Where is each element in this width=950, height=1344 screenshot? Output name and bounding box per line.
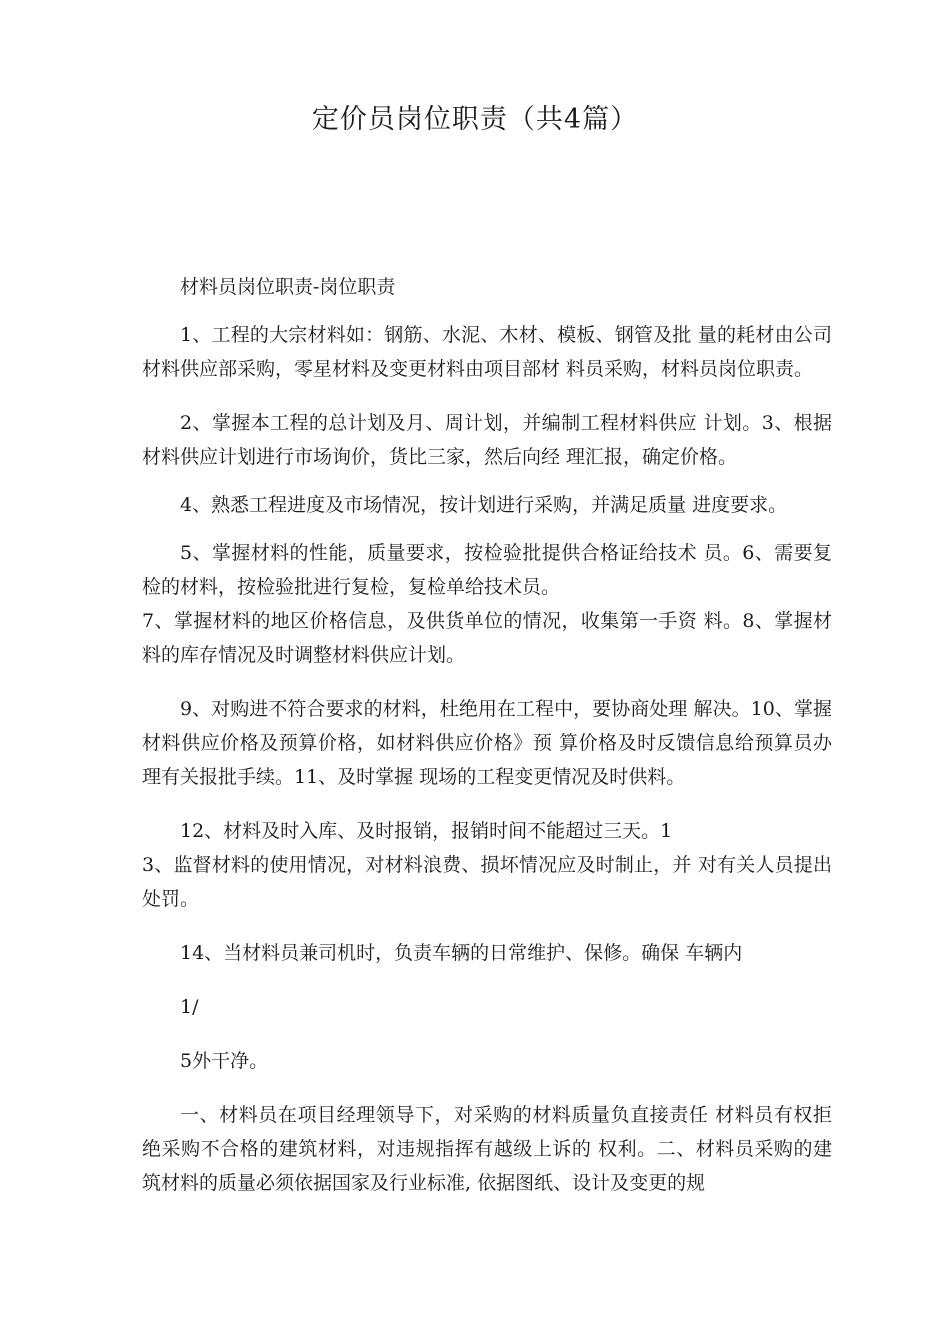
section-heading: 材料员岗位职责-岗位职责 bbox=[180, 276, 396, 298]
paragraph-6: 9、对购进不符合要求的材料，杜绝用在工程中，要协商处理 解决。10、掌握材料供应价格及预算价格，如材料供应价格》预 算价格及时反馈信息给预算员办理有关报批手续。11、及时掌握 现场的工程变更情况及时供料。 bbox=[142, 698, 832, 788]
paragraph-3: 4、熟悉工程进度及市场情况，按计划进行采购，并满足质量 进度要求。 bbox=[180, 494, 788, 516]
paragraph-2: 2、掌握本工程的总计划及月、周计划，并编制工程材料供应 计划。3、根据材料供应计划进行市场询价，货比三家，然后向经 理汇报，确定价格。 bbox=[142, 412, 832, 468]
paragraph-5: 7、掌握材料的地区价格信息，及供货单位的情况，收集第一手资 料。8、掌握材料的库存情况及时调整材料供应计划。 bbox=[142, 610, 832, 666]
paragraph-10: 5外干净。 bbox=[180, 1050, 269, 1072]
document-body bbox=[142, 270, 832, 1200]
paragraph-1: 1、工程的大宗材料如：钢筋、水泥、木材、模板、钢管及批 量的耗材由公司材料供应部采购，零星材料及变更材料由项目部材 料员采购，材料员岗位职责。 bbox=[142, 324, 832, 380]
paragraph-11: 一、材料员在项目经理领导下，对采购的材料质量负直接责任 材料员有权拒绝采购不合格的建筑材料，对违规指挥有越级上诉的 权利。二、材料员采购的建筑材料的质量必须依据国家及行业标准, 依据图纸、设计及变更的规 bbox=[142, 1104, 832, 1194]
document-title: 定价员岗位职责（共4篇） bbox=[311, 104, 639, 135]
paragraph-4: 5、掌握材料的性能，质量要求，按检验批提供合格证给技术 员。6、需要复检的材料，按检验批进行复检，复检单给技术员。 bbox=[142, 542, 832, 598]
paragraph-7: 12、材料及时入库、及时报销，报销时间不能超过三天。1 bbox=[180, 820, 673, 842]
paragraph-9: 14、当材料员兼司机时，负责车辆的日常维护、保修。确保 车辆内 bbox=[180, 942, 743, 964]
page-break-fragment: 1/ bbox=[180, 996, 199, 1018]
paragraph-8: 3、监督材料的使用情况，对材料浪费、损坏情况应及时制止，并 对有关人员提出处罚。 bbox=[142, 854, 832, 910]
